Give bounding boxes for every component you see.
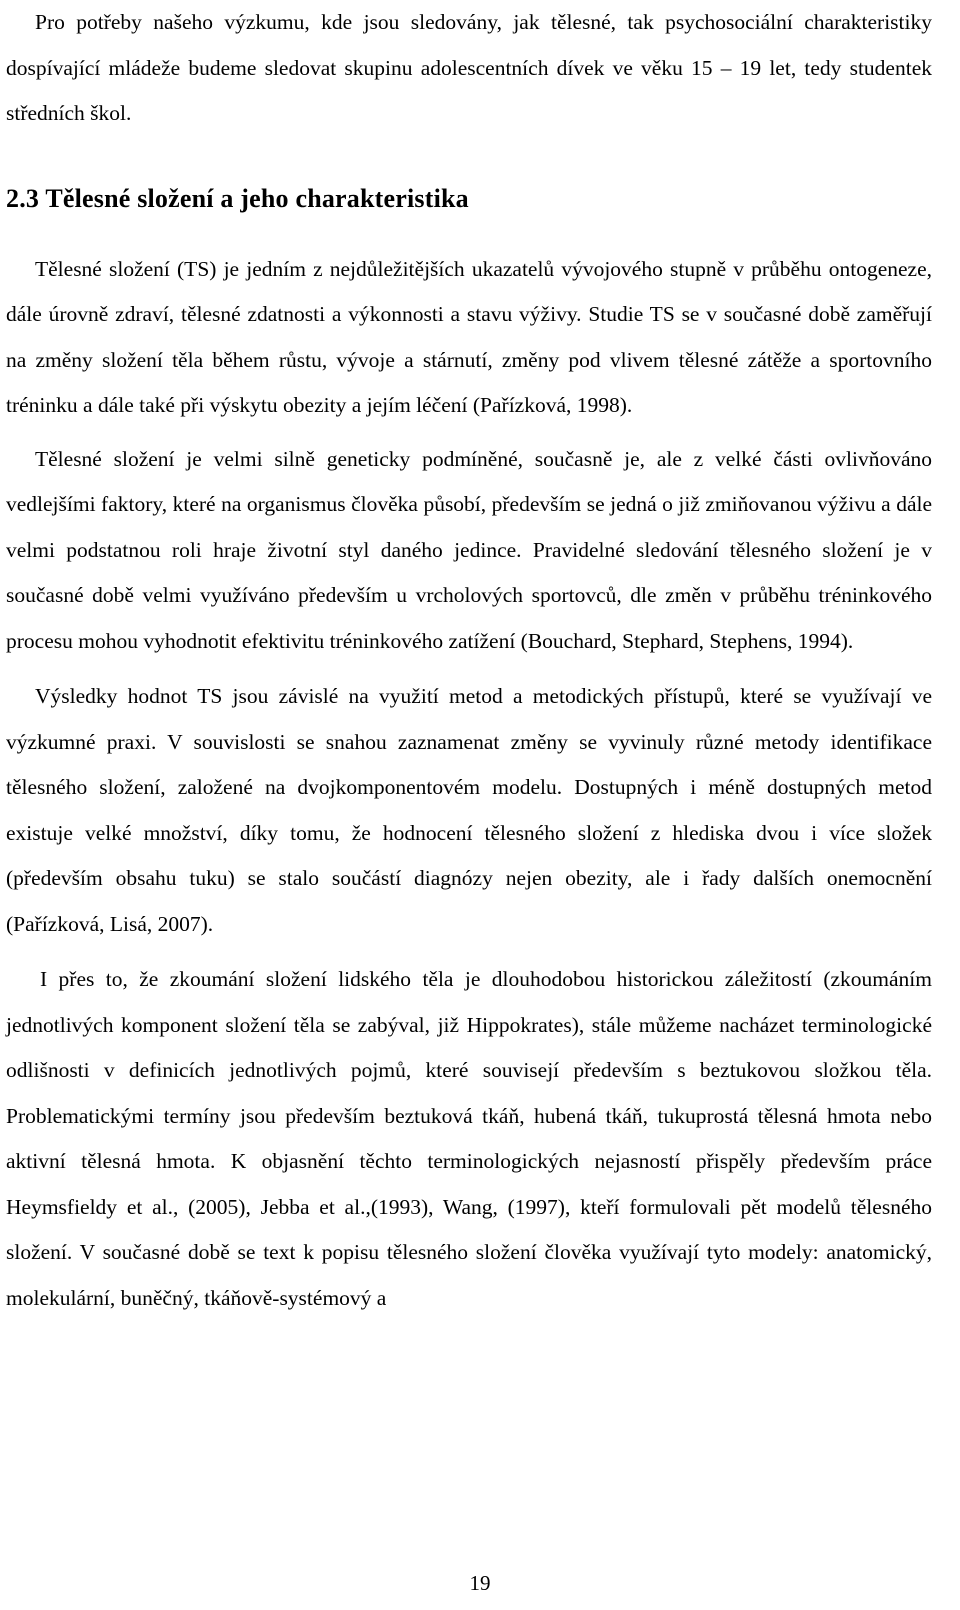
body-paragraph-1: Tělesné složení (TS) je jedním z nejdůležitějších ukazatelů vývojového stupně v průběhu ontogeneze, dále úrovně zdraví, tělesné zdatnosti a výkonnosti a stavu výživy. Studie TS se v současné době zaměřují na změny složení těla během růstu, vývoje a stárnutí, změny pod vlivem tělesné zátěže a sportovního tréninku a dále také při výskytu obezity a jejím léčení (Pařízková, 1998).: [6, 256, 932, 417]
page-content: [6, 0, 932, 1321]
intro-paragraph: Pro potřeby našeho výzkumu, kde jsou sledovány, jak tělesné, tak psychosociální charakteristiky dospívající mládeže budeme sledovat skupinu adolescentních dívek ve věku 15 – 19 let, tedy studentek středních škol.: [6, 10, 932, 125]
page-number: 19: [469, 1571, 491, 1595]
section-heading: 2.3 Tělesné složení a jeho charakteristika: [6, 183, 469, 213]
body-paragraph-2: Tělesné složení je velmi silně geneticky podmíněné, současně je, ale z velké části ovlivňováno vedlejšími faktory, které na organismus člověka působí, především se jedná o již zmiňovanou výživu a dále velmi podstatnou roli hraje životní styl daného jedince. Pravidelné sledování tělesného složení je v současné době velmi využíváno především u vrcholových sportovců, dle změn v průběhu tréninkového procesu mohou vyhodnotit efektivitu tréninkového zatížení (Bouchard, Stephard, Stephens, 1994).: [6, 446, 932, 653]
body-paragraph-4: I přes to, že zkoumání složení lidského těla je dlouhodobou historickou záležitostí (zkoumáním jednotlivých komponent složení těla se zabýval, již Hippokrates), stále můžeme nacházet terminologické odlišnosti v definicích jednotlivých pojmů, které souvisejí především s beztukovou složkou těla. Problematickými termíny jsou především beztuková tkáň, hubená tkáň, tukuprostá tělesná hmota nebo aktivní tělesná hmota. K objasnění těchto terminologických nejasností přispěly především práce Heymsfieldy et al., (2005), Jebba et al.,(1993), Wang, (1997), kteří formulovali pět modelů tělesného složení. V současné době se text k popisu tělesného složení člověka využívají tyto modely: anatomický, molekulární, buněčný, tkáňově-systémový a: [6, 967, 932, 1310]
body-paragraph-3: Výsledky hodnot TS jsou závislé na využití metod a metodických přístupů, které se využívají ve výzkumné praxi. V souvislosti se snahou zaznamenat změny se vyvinuly různé metody identifikace tělesného složení, založené na dvojkomponentovém modelu. Dostupných i méně dostupných metod existuje velké množství, díky tomu, že hodnocení tělesného složení z hlediska dvou i více složek (především obsahu tuku) se stalo součástí diagnózy nejen obezity, ale i řady dalších onemocnění (Pařízková, Lisá, 2007).: [6, 684, 932, 936]
